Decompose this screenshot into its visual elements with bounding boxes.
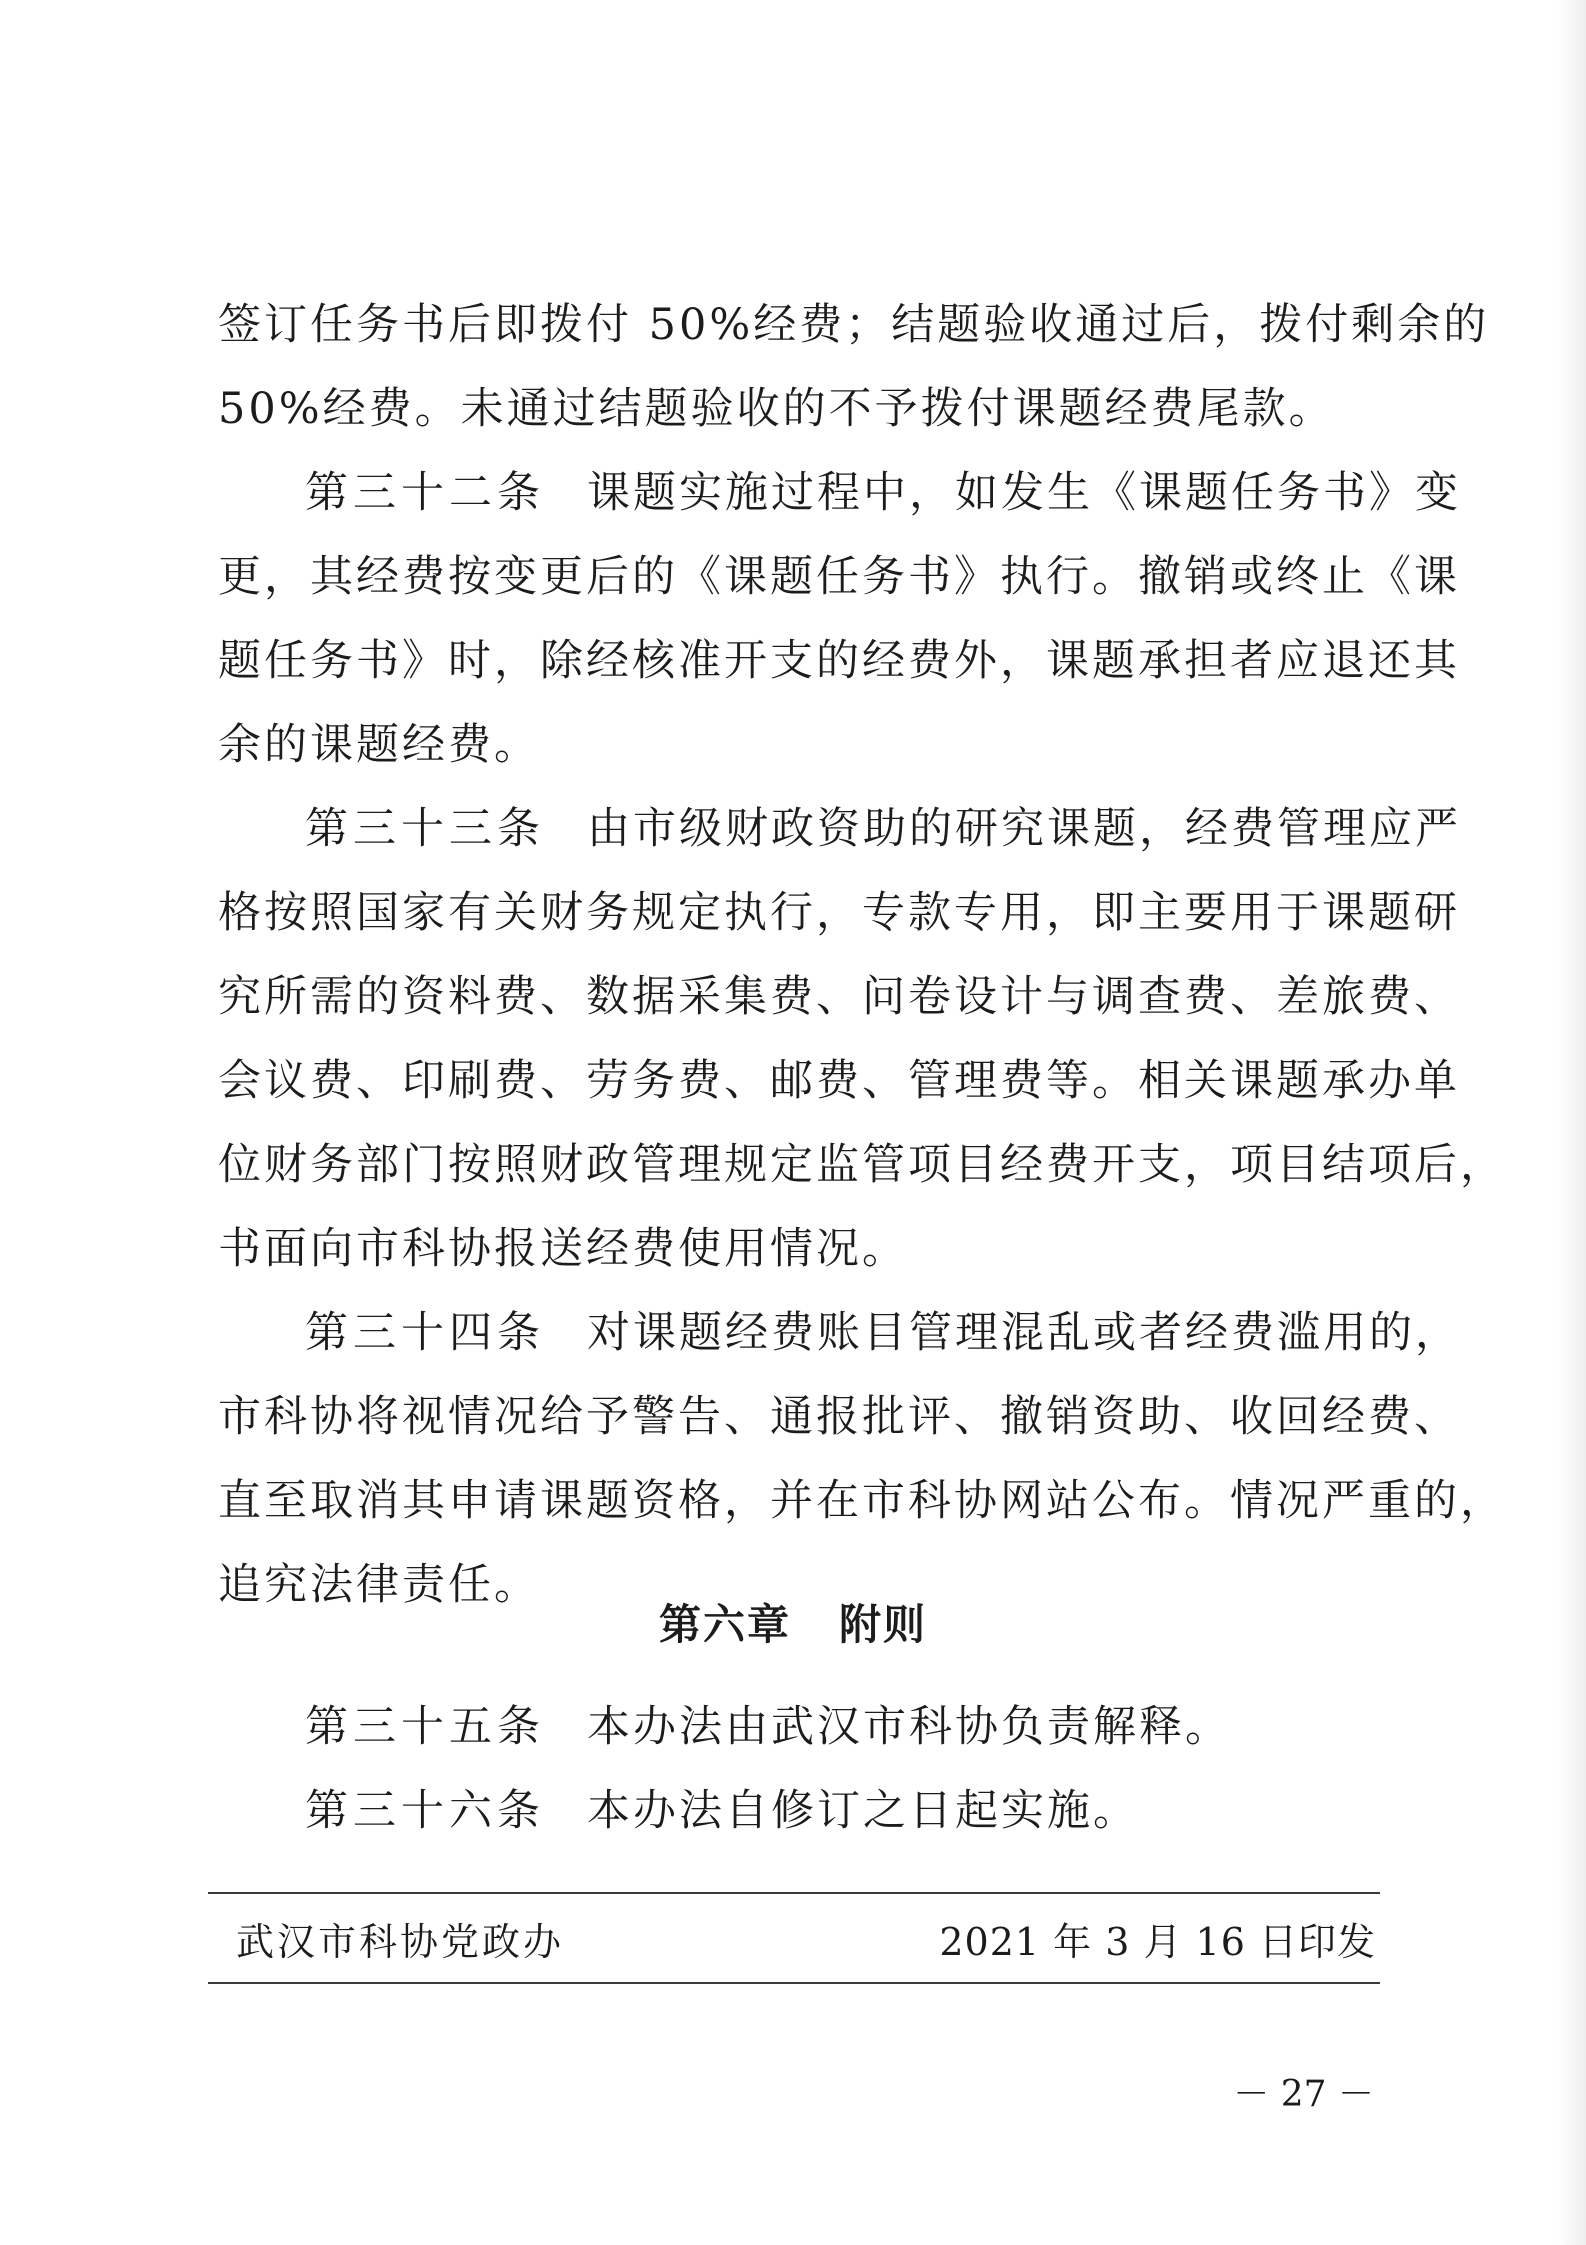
article-36-title: 第三十六条: [305, 1786, 545, 1836]
article-35-text: 本办法由武汉市科协负责解释。: [587, 1702, 1231, 1752]
text-line: 位财务部门按照财政管理规定监管项目经费开支，项目结项后，: [218, 1140, 1506, 1190]
text-line: 余的课题经费。: [218, 720, 540, 770]
scan-page-edge: [1558, 0, 1586, 2245]
text-line: 直至取消其申请课题资格，并在市科协网站公布。情况严重的，: [218, 1476, 1506, 1526]
text-line: 究所需的资料费、数据采集费、问卷设计与调查费、差旅费、: [218, 972, 1460, 1022]
article-33-first-line: [305, 787, 1461, 871]
chapter-number: 第六章: [658, 1600, 791, 1649]
article-34-title: 第三十四条: [305, 1308, 545, 1358]
text-line: 书面向市科协报送经费使用情况。: [218, 1224, 908, 1274]
text-line: 市科协将视情况给予警告、通报批评、撤销资助、收回经费、: [218, 1392, 1460, 1442]
article-34-first-line: [305, 1291, 1461, 1375]
footer-date: 2021 年 3 月 16 日印发: [939, 1920, 1376, 1964]
chapter-heading: [0, 1585, 1586, 1665]
text-line: 由市级财政资助的研究课题，经费管理应严: [587, 804, 1461, 854]
article-35-line: [305, 1685, 1231, 1769]
text-line: 会议费、印刷费、劳务费、邮费、管理费等。相关课题承办单: [218, 1056, 1460, 1106]
article-36-text: 本办法自修订之日起实施。: [587, 1786, 1139, 1836]
article-36-line: [305, 1769, 1139, 1853]
article-32-first-line: [305, 451, 1461, 535]
article-32-title: 第三十二条: [305, 468, 545, 518]
footer-issuer: 武汉市科协党政办: [236, 1920, 565, 1964]
text-line: 追究法律责任。: [218, 1560, 540, 1610]
text-line: 签订任务书后即拨付 50%经费；结题验收通过后，拨付剩余的: [218, 300, 1490, 350]
article-33-title: 第三十三条: [305, 804, 545, 854]
text-line: 格按照国家有关财务规定执行，专款专用，即主要用于课题研: [218, 888, 1460, 938]
footer-bottom-rule: [208, 1982, 1380, 1984]
text-line: 对课题经费账目管理混乱或者经费滥用的，: [587, 1308, 1461, 1358]
text-line: 50%经费。未通过结题验收的不予拨付课题经费尾款。: [218, 384, 1335, 434]
text-line: 题任务书》时，除经核准开支的经费外，课题承担者应退还其: [218, 636, 1460, 686]
footer-top-rule: [208, 1892, 1380, 1894]
text-line: 更，其经费按变更后的《课题任务书》执行。撤销或终止《课: [218, 552, 1460, 602]
chapter-name: 附则: [839, 1600, 928, 1649]
article-35-title: 第三十五条: [305, 1702, 545, 1752]
text-line: 课题实施过程中，如发生《课题任务书》变: [587, 468, 1461, 518]
page-number: － 27 －: [1233, 2074, 1374, 2115]
